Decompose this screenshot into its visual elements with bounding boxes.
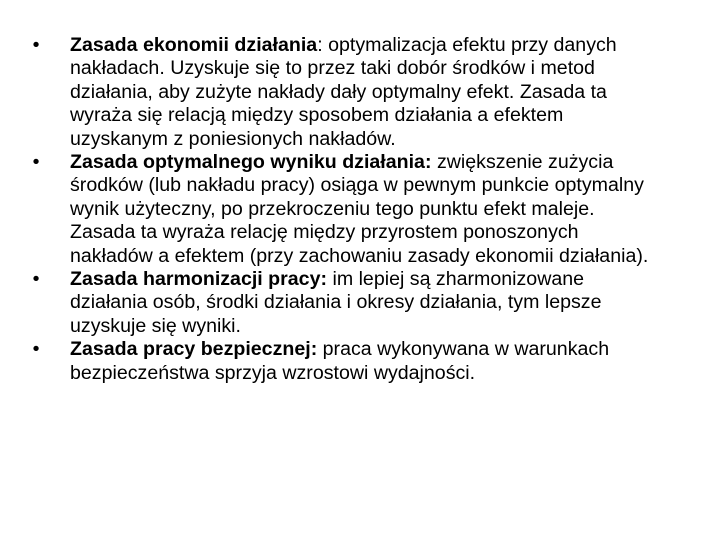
- bullet-item-harmonizacja: [0, 268, 720, 338]
- bullet-marker: •: [32, 338, 40, 361]
- bullet-text: im lepiej są zharmonizowane działania osób, środki działania i okresy działania, tym lepsze uzyskuje się wyniki.: [70, 268, 602, 337]
- bullet-text: zwiększenie zużycia środków (lub nakładu pracy) osiąga w pewnym punkcie optymalny wynik użyteczny, po przekroczeniu tego punktu efekt maleje. Zasada ta wyraża relację między przyrostem ponoszonych nakładów a efektem (przy zachowaniu zasady ekonomii działania).: [70, 151, 649, 267]
- bullet-list: [0, 34, 720, 385]
- bullet-separator: :: [310, 338, 318, 361]
- bullet-item-optymalny-wynik: [0, 151, 720, 268]
- bullet-separator: :: [317, 34, 323, 56]
- bullet-item-praca-bezpieczna: [0, 338, 720, 385]
- bullet-marker: •: [32, 268, 40, 291]
- bullet-text: optymalizacja efektu przy danych nakładach. Uzyskuje się to przez taki dobór środków i metod działania, aby zużyte nakłady dały optymalny efekt. Zasada ta wyraża się relacją między sposobem działania a efektem uzyskanym z poniesionych nakładów.: [70, 34, 617, 150]
- bullet-item-ekonomia: [0, 34, 720, 151]
- bullet-separator: :: [424, 151, 432, 174]
- bullet-term: Zasada optymalnego wyniku działania: [70, 151, 425, 174]
- bullet-term: Zasada harmonizacji pracy: [70, 268, 321, 291]
- bullet-separator: :: [320, 268, 328, 291]
- bullet-marker: •: [32, 151, 40, 174]
- bullet-text: praca wykonywana w warunkach bezpieczeństwa sprzyja wzrostowi wydajności.: [70, 338, 610, 384]
- bullet-term: Zasada ekonomii działania: [70, 34, 318, 56]
- bullet-marker: •: [32, 34, 40, 56]
- bullet-term: Zasada pracy bezpiecznej: [70, 338, 311, 361]
